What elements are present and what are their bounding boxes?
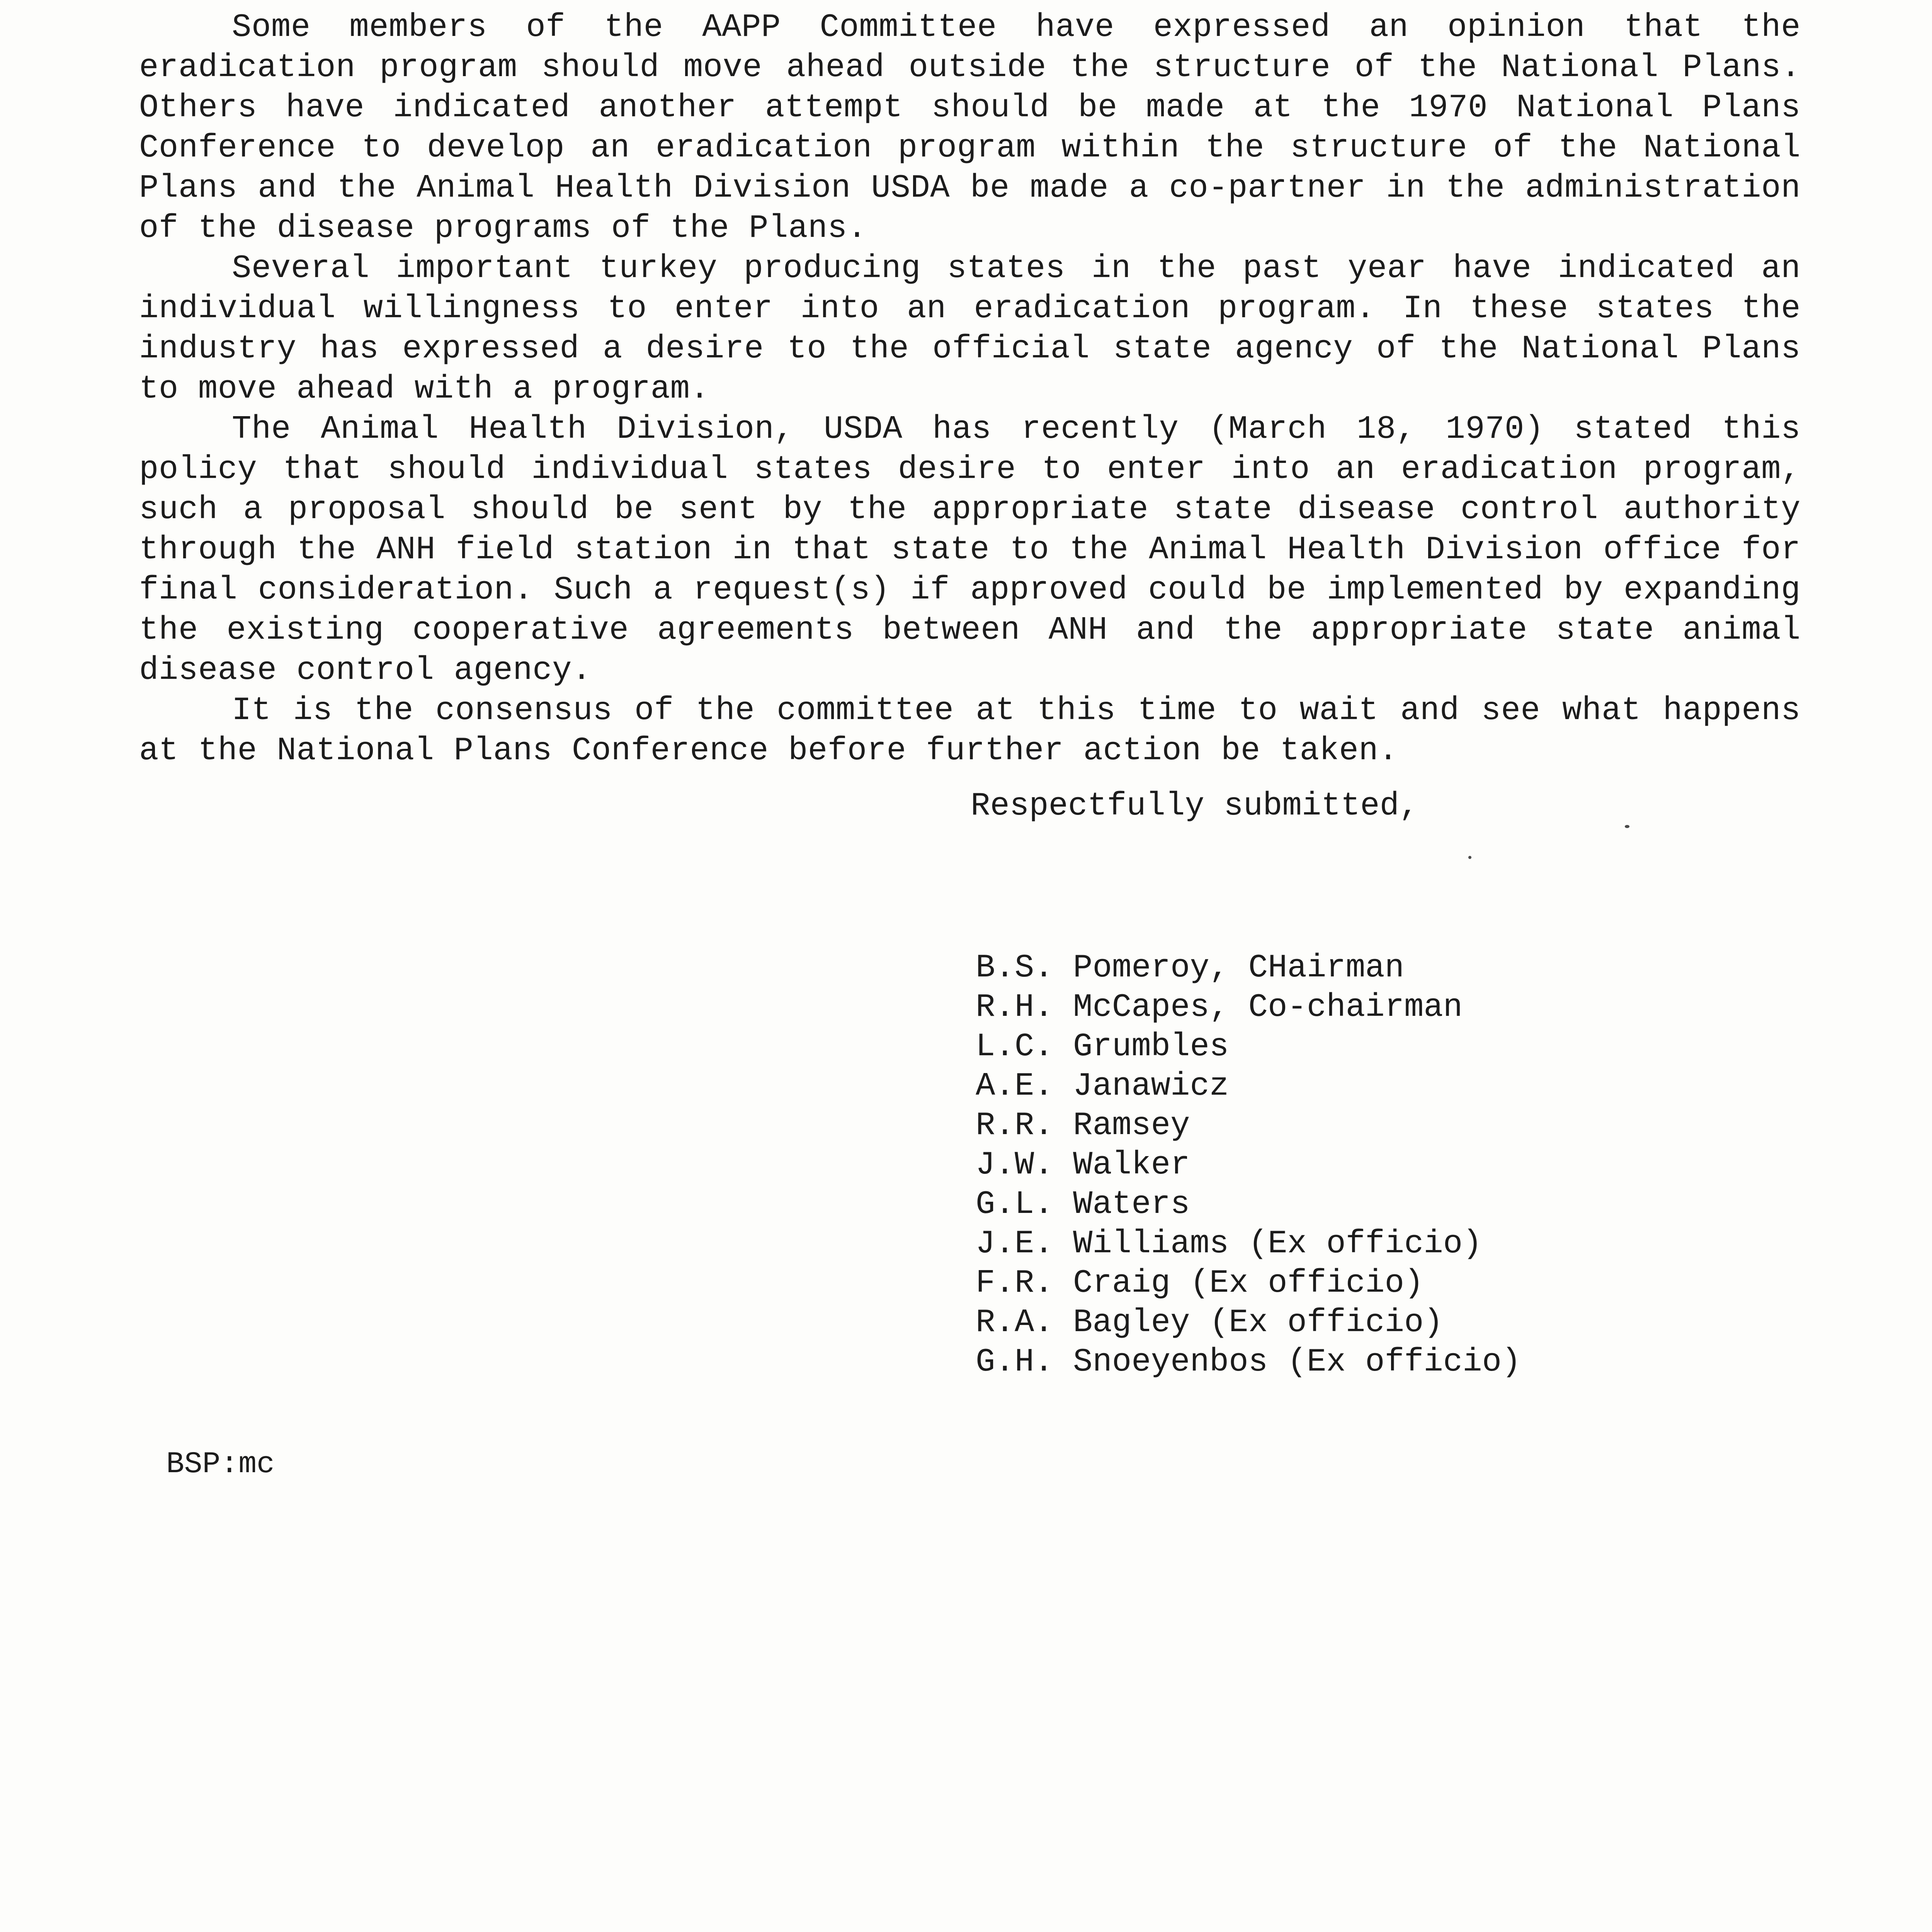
signatory: R.H. McCapes, Co-chairman: [976, 989, 1463, 1026]
signatory: B.S. Pomeroy, CHairman: [976, 950, 1404, 986]
paragraph: Several important turkey producing states in the past year have indicated an individual willingness to enter into an eradication program. In these states the industry has expressed a desire to the official state agency of the National Plans to move ahead with a program.: [139, 250, 1801, 408]
signatory: J.E. Williams (Ex officio): [976, 1226, 1482, 1262]
signatory: L.C. Grumbles: [976, 1029, 1229, 1065]
paragraph: Some members of the AAPP Committee have expressed an opinion that the eradication program should move ahead outside the structure of the National Plans. Others have indicated another attempt should be made at the 1970 National Plans Conference to develop an eradication program within the structure of the National Plans and the Animal Health Division USDA be made a co-partner in the administration of the disease programs of the Plans.: [139, 9, 1801, 247]
signatory: J.W. Walker: [976, 1147, 1190, 1184]
closing-line: Respectfully submitted,: [971, 788, 1419, 825]
signatory-list: [976, 949, 1521, 1382]
body-text: [139, 8, 1801, 771]
scan-speck: [1625, 825, 1629, 828]
signatory: R.R. Ramsey: [976, 1107, 1190, 1144]
signatory: R.A. Bagley (Ex officio): [976, 1304, 1443, 1341]
signatory: F.R. Craig (Ex officio): [976, 1265, 1424, 1302]
paragraph: It is the consensus of the committee at this time to wait and see what happens at the National Plans Conference before further action be taken.: [139, 692, 1801, 769]
scan-speck: [1468, 856, 1471, 859]
signatory: A.E. Janawicz: [976, 1068, 1229, 1105]
signatory: G.H. Snoeyenbos (Ex officio): [976, 1344, 1521, 1381]
reference-initials: BSP:mc: [166, 1447, 275, 1481]
signatory: G.L. Waters: [976, 1186, 1190, 1223]
paragraph: The Animal Health Division, USDA has recently (March 18, 1970) stated this policy that should individual states desire to enter into an eradication program, such a proposal should be sent by the appropriate state disease control authority through the ANH field station in that state to the Animal Health Division office for final consideration. Such a request(s) if approved could be implemented by expanding the existing cooperative agreements between ANH and the appropriate state animal disease control agency.: [139, 411, 1801, 689]
